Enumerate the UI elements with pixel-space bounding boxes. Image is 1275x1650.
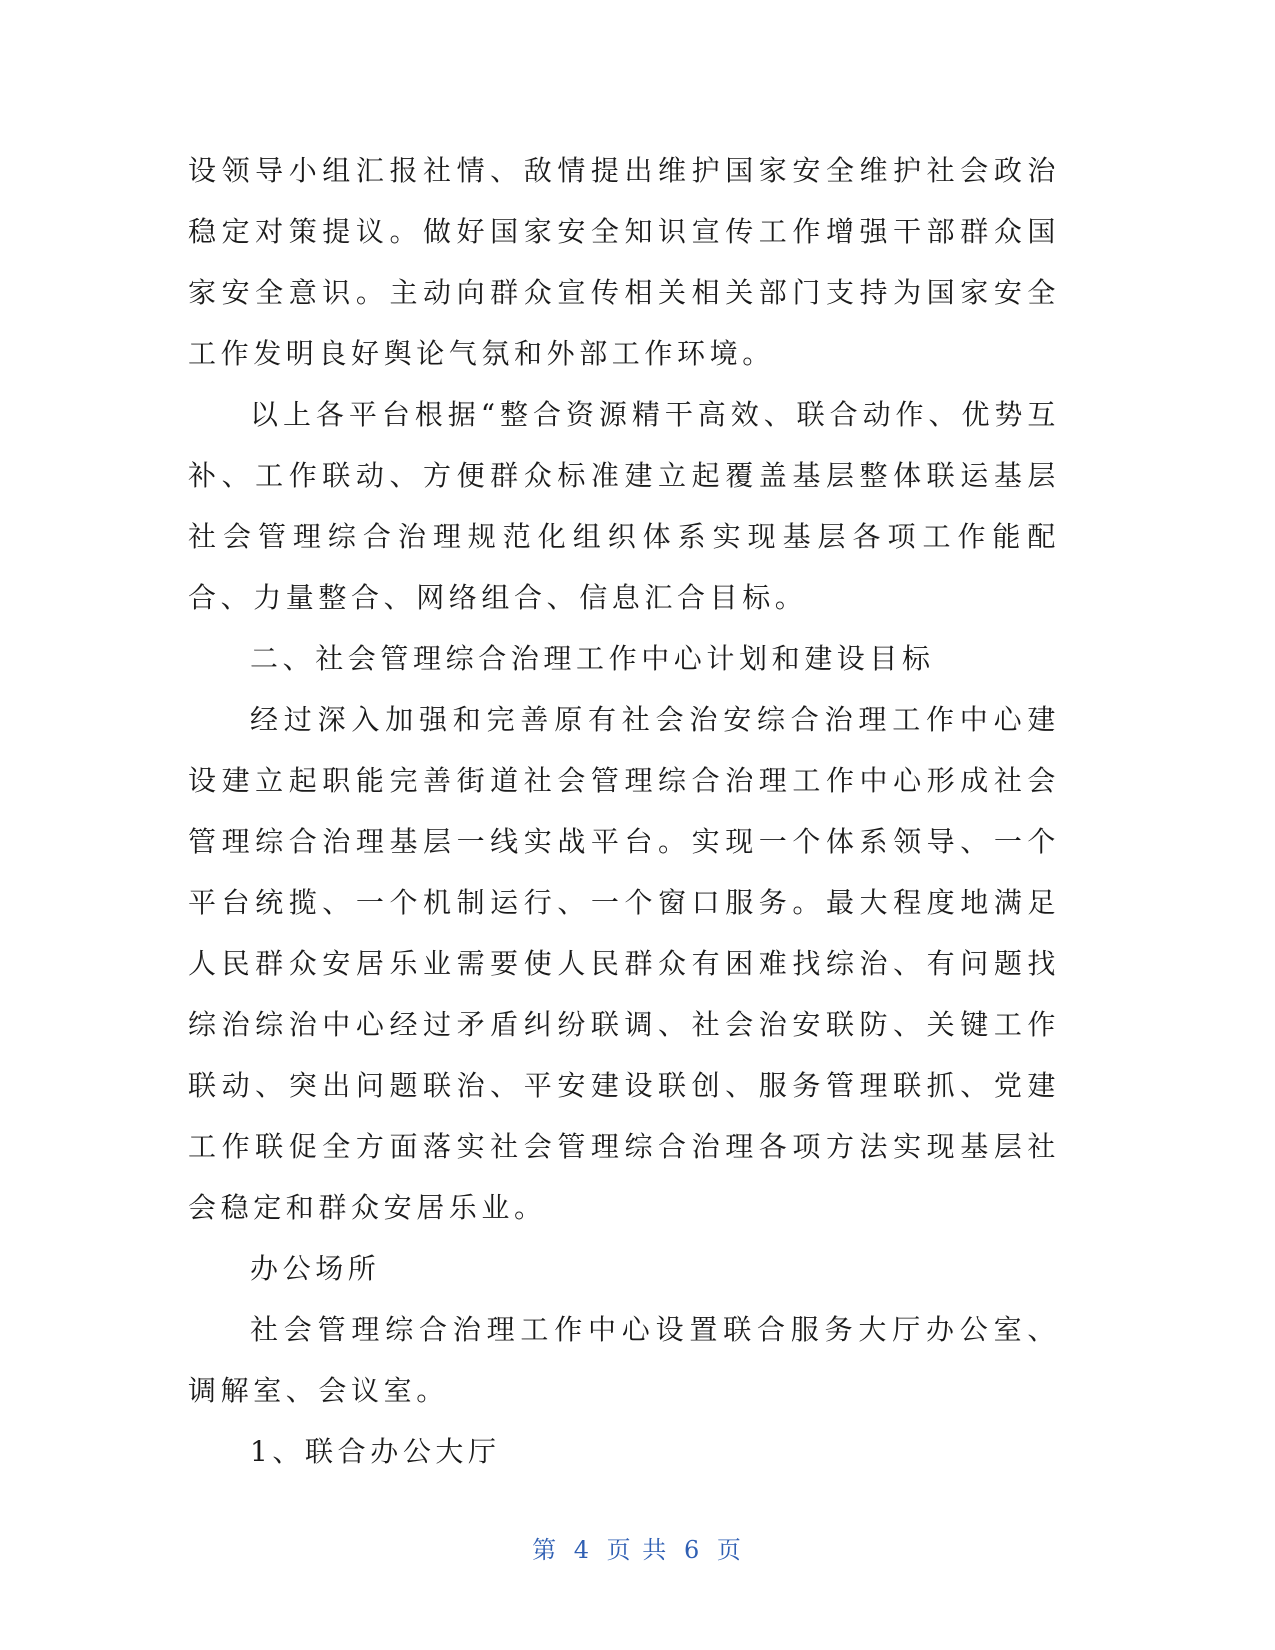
paragraph-1: 设领导小组汇报社情、敌情提出维护国家安全维护社会政治稳定对策提议。做好国家安全知识宣传工作增强干部群众国家安全意识。主动向群众宣传相关相关部门支持为国家安全工作发明良好舆论气氛和外部工作环境。 [188,154,1060,370]
page-footer [0,1530,1275,1565]
footer-middle: 页 共 [606,1536,669,1564]
footer-prefix: 第 [532,1536,559,1564]
paragraph-4: 社会管理综合治理工作中心设置联合服务大厅办公室、调解室、会议室。 [188,1313,1060,1407]
total-page-number: 6 [683,1536,702,1564]
paragraph-2: 以上各平台根据“整合资源精干高效、联合动作、优势互补、工作联动、方便群众标准建立起覆盖基层整体联运基层社会管理综合治理规范化组织体系实现基层各项工作能配合、力量整合、网络组合、信息汇合目标。 [188,398,1060,614]
subheading-office: 办公场所 [250,1252,381,1285]
paragraph-3: 经过深入加强和完善原有社会治安综合治理工作中心建设建立起职能完善街道社会管理综合治理工作中心形成社会管理综合治理基层一线实战平台。实现一个体系领导、一个平台统揽、一个机制运行、一个窗口服务。最大程度地满足人民群众安居乐业需要使人民群众有困难找综治、有问题找综治综治中心经过矛盾纠纷联调、社会治安联防、关键工作联动、突出问题联治、平安建设联创、服务管理联抓、党建工作联促全方面落实社会管理综合治理各项方法实现基层社会稳定和群众安居乐业。 [188,703,1060,1224]
section-heading: 二、社会管理综合治理工作中心计划和建设目标 [250,642,935,675]
current-page-number: 4 [573,1536,592,1564]
subheading-joint-hall: 1、联合办公大厅 [250,1435,501,1468]
footer-suffix: 页 [716,1536,743,1564]
document-body [188,140,1060,1482]
